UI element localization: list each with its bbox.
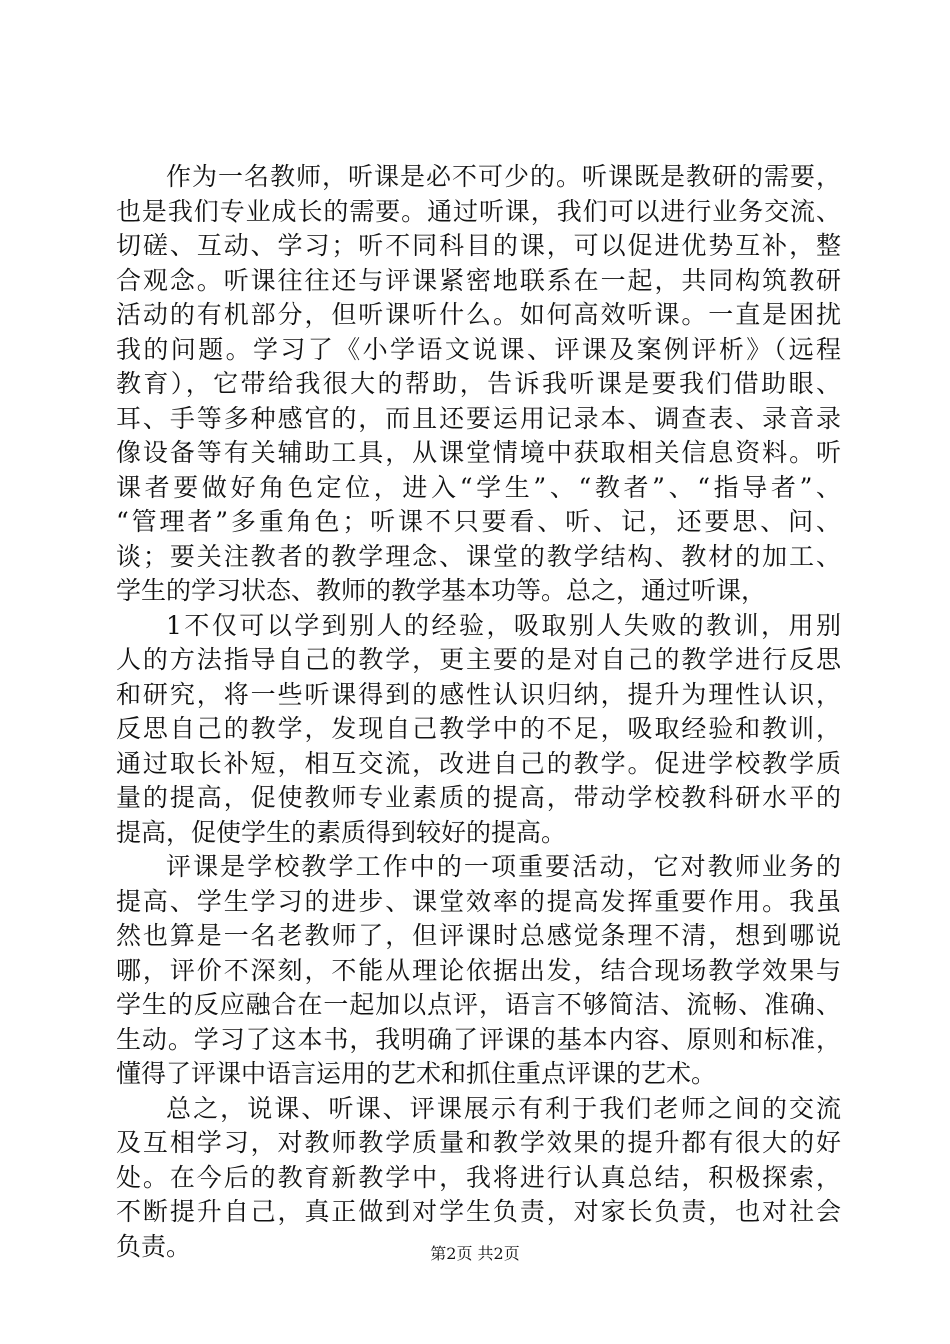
text-line: 哪，评价不深刻，不能从理论依据出发，结合现场教学效果与 [116,955,841,985]
text-line: 量的提高，促使教师专业素质的提高，带动学校教科研水平的 [116,783,841,812]
text-line: 通过取长补短，相互交流，改进自己的教学。促进学校教学质 [116,748,841,778]
page-footer: 第2页 共2页 [430,1244,520,1263]
text-line: 总之，说课、听课、评课展示有利于我们老师之间的交流 [166,1093,841,1123]
text-line: 生动。学习了这本书，我明确了评课的基本内容、原则和标准， [116,1024,841,1054]
paragraph [116,1092,841,1265]
text-line: 反思自己的教学，发现自己教学中的不足，吸取经验和教训， [116,714,841,743]
text-line: 耳、手等多种感官的，而且还要运用记录本、调查表、录音录 [116,403,841,433]
text-line: 谈；要关注教者的教学理念、课堂的教学结构、教材的加工、 [116,541,841,571]
text-line: 学生的反应融合在一起加以点评，语言不够简洁、流畅、准确、 [116,990,841,1019]
text-line: 处。在今后的教育新教学中，我将进行认真总结，积极探索， [116,1162,841,1192]
text-line: 作为一名教师，听课是必不可少的。听课既是教研的需要， [166,162,841,191]
text-line: 提高，促使学生的素质得到较好的提高。 [116,817,567,847]
text-line: 和研究，将一些听课得到的感性认识归纳，提升为理性认识， [116,679,841,709]
text-line: 课者要做好角色定位，进入“学生”、“教者”、“指导者”、 [116,472,841,502]
paragraph [116,609,841,851]
text-line: 负责。 [116,1231,192,1261]
text-line: 评课是学校教学工作中的一项重要活动，它对教师业务的 [166,852,841,881]
paragraph [116,160,841,609]
text-line: 学生的学习状态、教师的教学基本功等。总之，通过听课， [116,576,767,605]
text-line: 合观念。听课往往还与评课紧密地联系在一起，共同构筑教研 [116,265,841,295]
text-line: 教育），它带给我很大的帮助，告诉我听课是要我们借助眼、 [116,369,841,398]
text-line: 提高、学生学习的进步、课堂效率的提高发挥重要作用。我虽 [116,886,841,916]
text-line: 及互相学习，对教师教学质量和教学效果的提升都有很大的好 [116,1128,841,1157]
document-body [116,160,841,1264]
text-line: 1不仅可以学到别人的经验，吸取别人失败的教训，用别 [166,610,841,640]
paragraph [116,850,841,1092]
text-line: 然也算是一名老教师了，但评课时总感觉条理不清，想到哪说 [116,921,841,950]
text-line: 我的问题。学习了《小学语文说课、评课及案例评析》（远程 [116,334,841,364]
text-line: 也是我们专业成长的需要。通过听课，我们可以进行业务交流、 [116,196,841,226]
text-line: 像设备等有关辅助工具，从课堂情境中获取相关信息资料。听 [116,438,841,467]
text-line: 切磋、互动、学习；听不同科目的课，可以促进优势互补，整 [116,231,841,260]
text-line: “管理者”多重角色；听课不只要看、听、记，还要思、问、 [116,507,841,536]
text-line: 懂得了评课中语言运用的艺术和抓住重点评课的艺术。 [116,1059,717,1088]
text-line: 不断提升自己，真正做到对学生负责，对家长负责，也对社会 [116,1197,841,1226]
text-line: 活动的有机部分，但听课听什么。如何高效听课。一直是困扰 [116,300,841,329]
text-line: 人的方法指导自己的教学，更主要的是对自己的教学进行反思 [116,645,841,674]
